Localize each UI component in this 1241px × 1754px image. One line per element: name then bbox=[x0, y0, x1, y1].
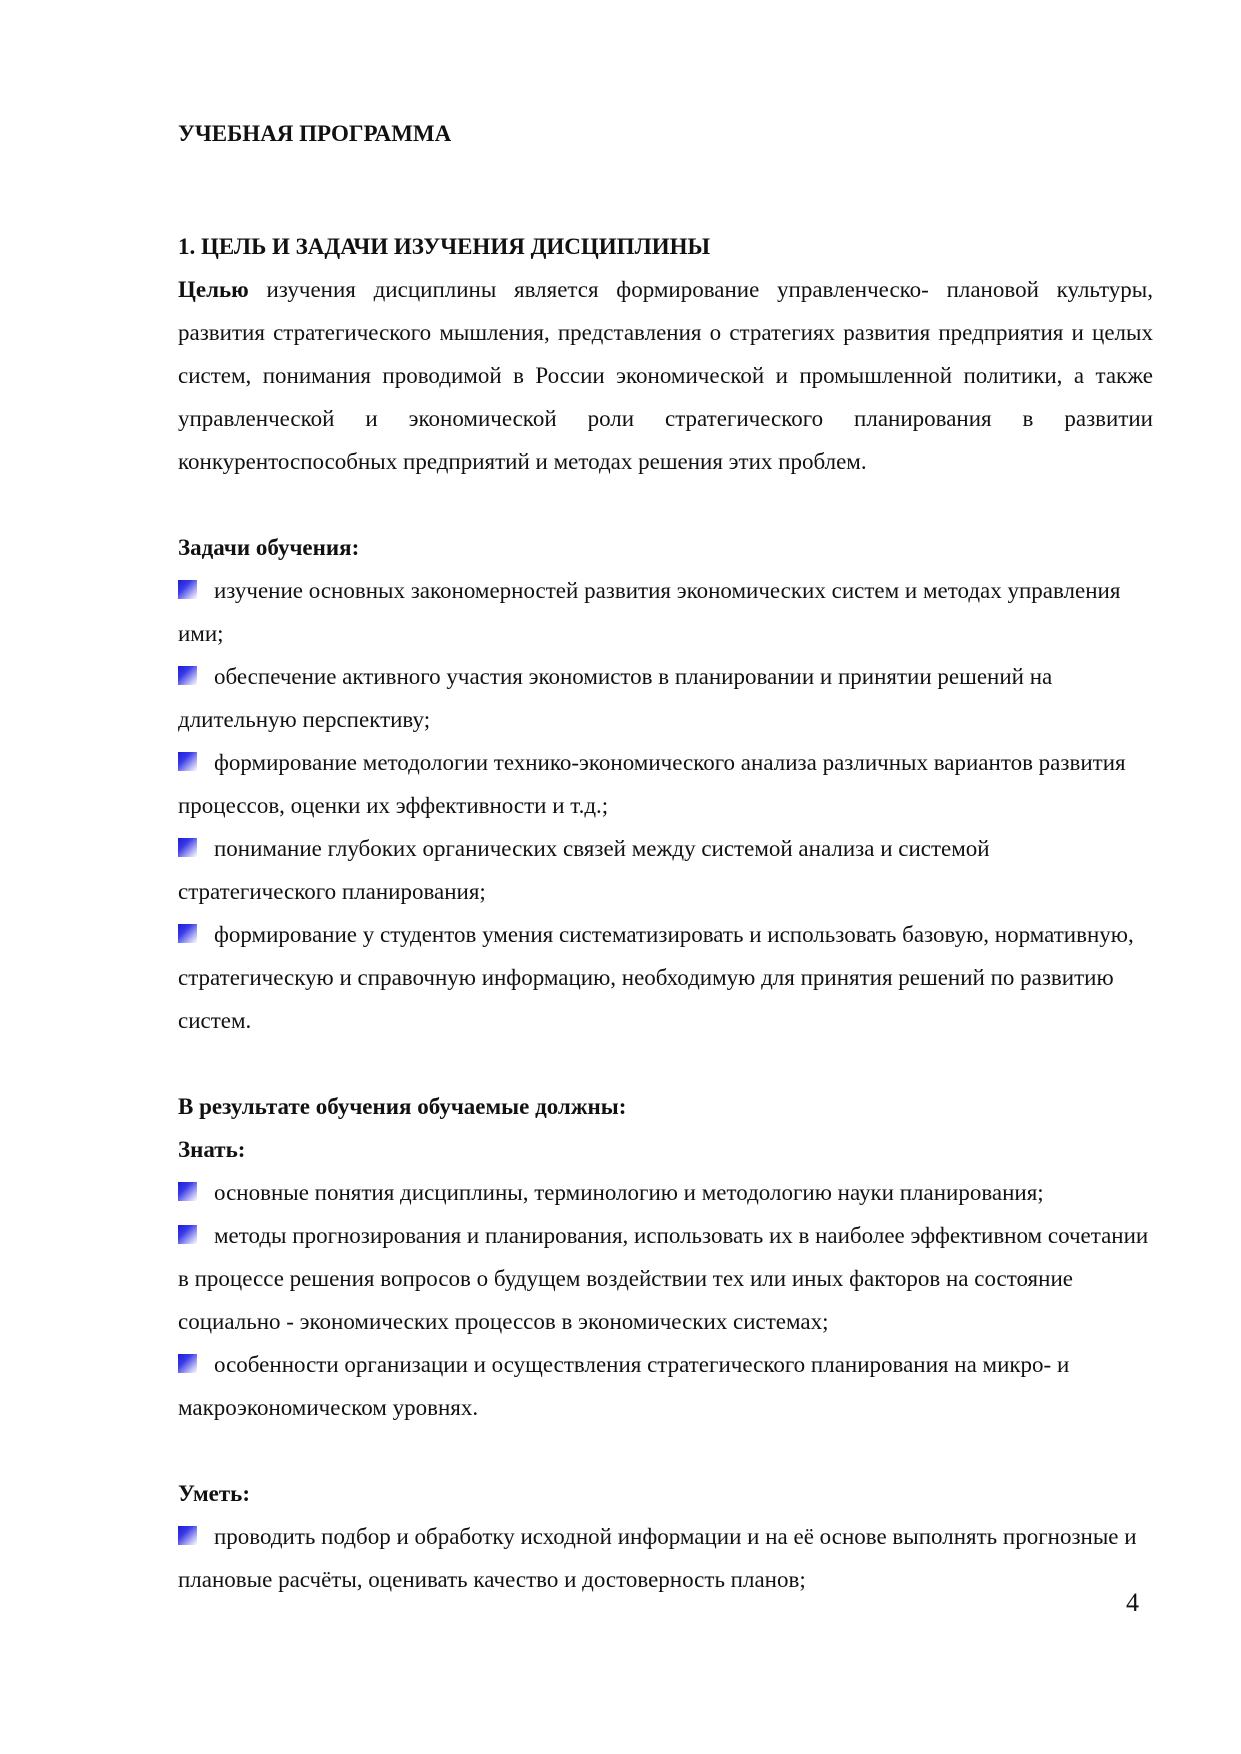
list-item: проводить подбор и обработку исходной информации и на её основе выполнять прогнозные и плановые расчёты, оценивать качество и достоверность планов; bbox=[178, 1524, 1137, 1592]
section-1-title: 1. ЦЕЛЬ И ЗАДАЧИ ИЗУЧЕНИЯ ДИСЦИПЛИНЫ bbox=[178, 234, 711, 259]
list-item: обеспечение активного участия экономистов в планировании и принятии решений на длительную перспективу; bbox=[178, 664, 1053, 732]
spacer bbox=[178, 1429, 1153, 1472]
square-bullet-icon bbox=[178, 666, 197, 685]
spacer bbox=[178, 483, 1153, 526]
tasks-heading: Задачи обучения: bbox=[178, 535, 360, 560]
list-item: изучение основных закономерностей развития экономических систем и методах управления ими; bbox=[178, 578, 1121, 646]
square-bullet-icon bbox=[178, 924, 197, 943]
list-item: формирование у студентов умения систематизировать и использовать базовую, нормативную, стратегическую и справочную информацию, необходимую для принятия решений по развитию систем. bbox=[178, 922, 1134, 1033]
square-bullet-icon bbox=[178, 580, 197, 599]
square-bullet-icon bbox=[178, 1526, 197, 1545]
list-item: формирование методологии технико-экономического анализа различных вариантов развития процессов, оценки их эффективности и т.д.; bbox=[178, 750, 1126, 818]
square-bullet-icon bbox=[178, 838, 197, 857]
know-heading: Знать: bbox=[178, 1137, 246, 1162]
goal-paragraph bbox=[178, 268, 1153, 483]
can-heading: Уметь: bbox=[178, 1481, 250, 1506]
document-title: УЧЕБНАЯ ПРОГРАММА bbox=[178, 121, 452, 146]
list-item: понимание глубоких органических связей между системой анализа и системой стратегического планирования; bbox=[178, 836, 990, 904]
square-bullet-icon bbox=[178, 752, 197, 771]
page-number: 4 bbox=[1126, 1588, 1139, 1617]
square-bullet-icon bbox=[178, 1182, 197, 1201]
list-item: основные понятия дисциплины, терминологию и методологию науки планирования; bbox=[178, 1171, 1153, 1214]
results-heading: В результате обучения обучаемые должны: bbox=[178, 1094, 627, 1119]
square-bullet-icon bbox=[178, 1225, 197, 1244]
goal-text: изучения дисциплины является формирование управленческо- плановой культуры, развития стратегического мышления, представления о стратегиях развития предприятия и целых систем, понимания проводимой в России экономической и промышленной политики, а также управленческой и экономической роли стратегического планирования в развитии конкурентоспособных предприятий и методах решения этих проблем. bbox=[178, 277, 1153, 474]
goal-lead: Целью bbox=[178, 277, 249, 302]
square-bullet-icon bbox=[178, 1354, 197, 1373]
document-page bbox=[178, 112, 1153, 1601]
list-item: особенности организации и осуществления стратегического планирования на микро- и макроэкономическом уровнях. bbox=[178, 1352, 1070, 1420]
list-item: методы прогнозирования и планирования, использовать их в наиболее эффективном сочетании в процессе решения вопросов о будущем воздействии тех или иных факторов на состояние социально - экономических процессов в экономических системах; bbox=[178, 1223, 1149, 1334]
spacer bbox=[178, 1042, 1153, 1085]
